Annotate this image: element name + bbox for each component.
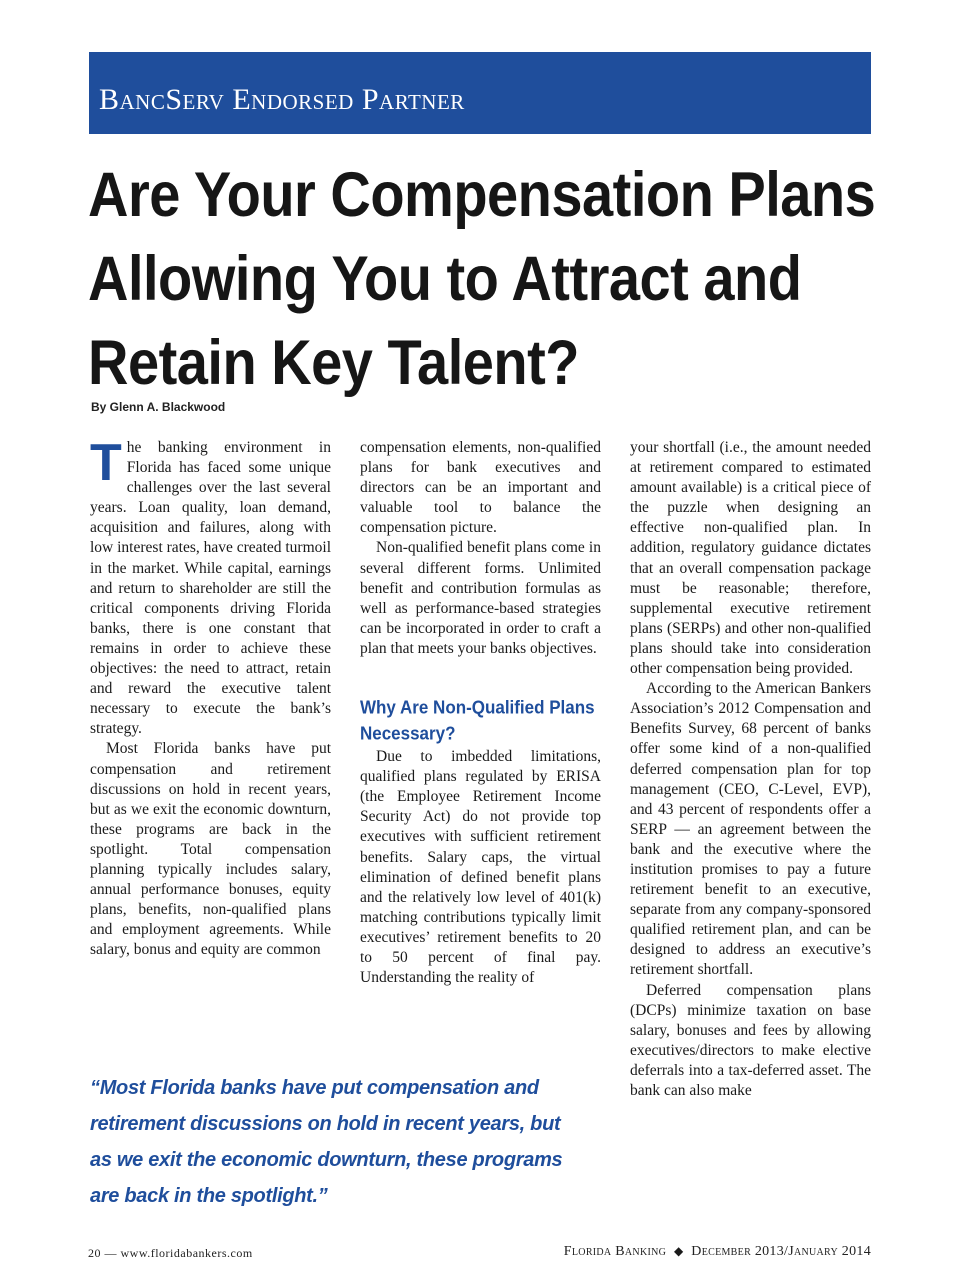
- publication-name: Florida Banking: [563, 1244, 667, 1259]
- paragraph-text: he banking environment in Florida has faced some unique challenges over the last several years. Loan quality, loan demand, acquisition and failures, along with low interest rates, have created turmoil in the market. While capital, earnings and return to shareholder are still the critical components driving Florida banks, there is one constant that remains in order to achieve these objectives: the need to attract, retain and reward the executive talent necessary to execute the bank’s strategy.: [90, 439, 332, 738]
- headline-line-3: Retain Key Talent?: [88, 326, 579, 398]
- footer-publication: [564, 1244, 871, 1260]
- section-banner: [89, 52, 871, 134]
- pull-quote-line: “Most Florida banks have put compensation and: [90, 1077, 539, 1099]
- pull-quote-line: are back in the spotlight.”: [90, 1185, 328, 1207]
- headline-line-2: Allowing You to Attract and: [88, 242, 802, 314]
- pull-quote-line: retirement discussions on hold in recent years, but: [90, 1113, 561, 1135]
- paragraph: Due to imbedded limitations, qualified plans regulated by ERISA (the Employee Retirement Income Security Act) do not provide top executives with sufficient retirement benefits. Salary caps, the virtual elimination of defined benefit plans and the relatively low level of 401(k) matching contributions typically limit executives’ retirement benefits to 20 to 50 percent of final pay. Understanding the reality of: [360, 748, 601, 987]
- article-column-3: [630, 438, 871, 1101]
- paragraph: Non-qualified benefit plans come in several different forms. Unlimited benefit and contribution formulas as well as performance-based strategies can be incorporated in order to craft a plan that meets your banks objectives.: [360, 539, 601, 657]
- paragraph: Most Florida banks have put compensation and retirement discussions on hold in recent years, but as we exit the economic downturn, these programs are back in the spotlight. Total compensation planning typically includes salary, annual performance bonuses, equity plans, benefits, non-qualified plans and employment agreements. While salary, bonus and equity are common: [90, 740, 331, 959]
- byline: By Glenn A. Blackwood: [91, 400, 226, 414]
- paragraph: Deferred compensation plans (DCPs) minimize taxation on base salary, bonuses and fees by allowing executives/directors to make elective deferrals into a tax-deferred asset. The bank can also make: [630, 981, 871, 1099]
- issue-date: December 2013/January 2014: [691, 1244, 871, 1259]
- paragraph: your shortfall (i.e., the amount needed at retirement compared to estimated amount available) is a critical piece of the puzzle when designing an effective non-qualified plan. In addition, regulatory guidance dictates that an overall compensation package must be reasonable; therefore, supplemental executive retirement plans (SERPs) and other non-qualified plans should take into consideration other compensation being provided.: [630, 439, 871, 678]
- article-column-2: [360, 438, 601, 988]
- headline-line-1: Are Your Compensation Plans: [88, 158, 876, 230]
- footer-page-url: 20 — www.floridabankers.com: [88, 1246, 253, 1260]
- article-column-1: [90, 434, 332, 960]
- article-headline: [88, 152, 888, 404]
- banner-title: BancServ Endorsed Partner: [99, 83, 465, 116]
- paragraph: According to the American Bankers Association’s 2012 Compensation and Benefits Survey, 68 percent of banks offer some kind of a non-qualified deferred compensation plan for top management (CEO, C-Level, EVP), and 43 percent of respondents offer a SERP — an agreement between the bank and the executive where the institution promises to pay a future retirement benefit to an executive, separate from any company-sponsored qualified retirement plan, and can be designed to address an executive’s retirement shortfall.: [630, 680, 871, 979]
- pull-quote-line: as we exit the economic downturn, these programs: [90, 1149, 563, 1171]
- diamond-icon: ◆: [673, 1244, 684, 1258]
- drop-cap: T: [90, 434, 122, 492]
- section-subhead: Why Are Non-Qualified Plans Necessary?: [360, 697, 595, 744]
- pull-quote: [90, 1070, 610, 1214]
- paragraph: compensation elements, non-qualified plans for bank executives and directors can be an important and valuable tool to balance the compensation picture.: [360, 439, 601, 537]
- paragraph: [90, 434, 332, 739]
